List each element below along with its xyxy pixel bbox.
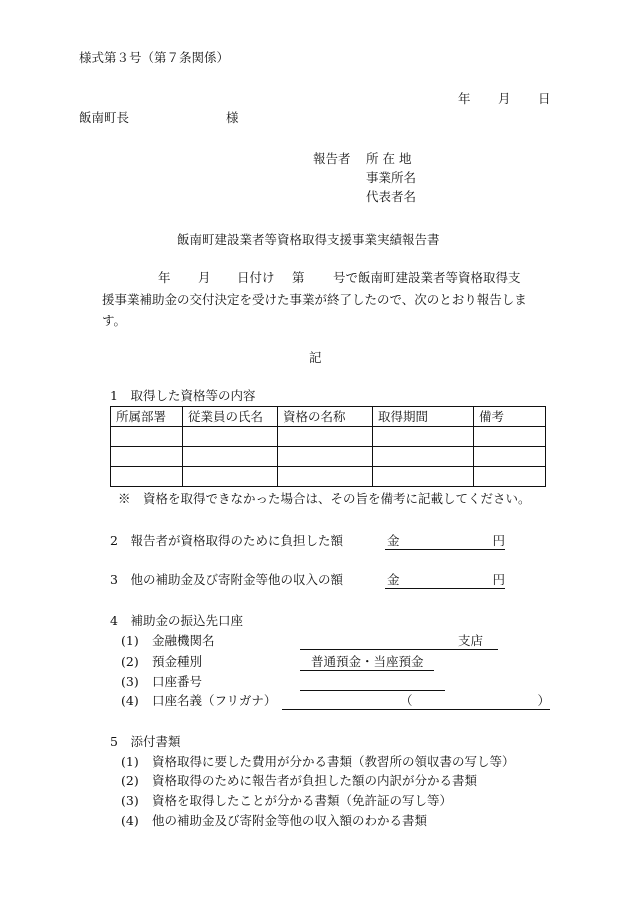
section3-yen: 円 <box>492 572 505 587</box>
reporter-company-label: 事業所名 <box>366 170 417 185</box>
table-cell[interactable] <box>474 447 546 467</box>
column-header: 資格の名称 <box>278 407 373 427</box>
table-header-row <box>111 407 546 427</box>
item-number: (4) <box>121 693 139 708</box>
table-cell[interactable] <box>111 427 183 447</box>
body-year: 年 <box>158 270 171 285</box>
table-row <box>111 427 546 447</box>
section2-heading: 2 報告者が資格取得のために負担した額 <box>110 533 343 548</box>
reporter-representative-label: 代表者名 <box>366 189 417 204</box>
deposit-type-field[interactable] <box>300 654 434 671</box>
body-month: 月 <box>198 270 211 285</box>
body-line2: 援事業補助金の交付決定を受けた事業が終了したので、次のとおり報告しま <box>102 292 527 307</box>
item-number: (3) <box>121 793 139 808</box>
reporter-address-label: 所 在 地 <box>366 151 412 166</box>
table-cell[interactable] <box>111 447 183 467</box>
table-cell[interactable] <box>278 467 373 487</box>
attachment-item: 他の補助金及び寄附金等他の収入額のわかる書類 <box>152 813 428 828</box>
table-cell[interactable] <box>278 447 373 467</box>
section4-heading: 4 補助金の振込先口座 <box>110 613 243 628</box>
body-day-label: 日付け <box>237 270 275 285</box>
section2-amount-field[interactable] <box>385 533 505 550</box>
account-number-field[interactable] <box>300 674 445 691</box>
section3-kin: 金 <box>387 572 400 587</box>
table-cell[interactable] <box>474 467 546 487</box>
attachment-item: 資格を取得したことが分かる書類（免許証の写し等） <box>152 793 453 808</box>
body-dai: 第 <box>292 270 305 285</box>
deposit-type-options: 普通預金・当座預金 <box>311 654 424 669</box>
item-number: (1) <box>121 754 139 769</box>
document-title: 飯南町建設業者等資格取得支援事業実績報告書 <box>177 232 440 247</box>
column-header: 取得期間 <box>373 407 474 427</box>
form-number: 様式第３号（第７条関係） <box>79 50 230 65</box>
attachment-item: 資格取得のために報告者が負担した額の内訳が分かる書類 <box>152 773 478 788</box>
bank-name-label: 金融機関名 <box>152 633 215 648</box>
table-cell[interactable] <box>183 467 278 487</box>
section2-kin: 金 <box>387 533 400 548</box>
column-header: 従業員の氏名 <box>183 407 278 427</box>
branch-label: 支店 <box>458 633 484 648</box>
item-number: (2) <box>121 773 139 788</box>
furigana-open-paren: （ <box>400 693 413 708</box>
section3-heading: 3 他の補助金及び寄附金等他の収入の額 <box>110 572 343 587</box>
date-year-label: 年 <box>458 91 471 106</box>
item-number: (3) <box>121 674 139 689</box>
table-cell[interactable] <box>373 427 474 447</box>
section5-heading: 5 添付書類 <box>110 734 181 749</box>
date-month-label: 月 <box>498 91 511 106</box>
body-line3: す。 <box>102 313 127 328</box>
table-cell[interactable] <box>373 447 474 467</box>
section2-yen: 円 <box>492 533 505 548</box>
table-note: ※ 資格を取得できなかった場合は、その旨を備考に記載してください。 <box>118 491 531 506</box>
table-cell[interactable] <box>111 467 183 487</box>
account-holder-field[interactable] <box>282 693 550 710</box>
date-day-label: 日 <box>538 91 551 106</box>
section3-amount-field[interactable] <box>385 572 505 589</box>
deposit-type-label: 預金種別 <box>152 654 203 669</box>
table-row <box>111 467 546 487</box>
item-number: (1) <box>121 633 139 648</box>
table-cell[interactable] <box>183 427 278 447</box>
ki-label: 記 <box>309 350 322 365</box>
furigana-close-paren: ） <box>537 693 550 708</box>
table-cell[interactable] <box>474 427 546 447</box>
item-number: (4) <box>121 813 139 828</box>
bank-name-field[interactable] <box>300 633 498 650</box>
table-cell[interactable] <box>373 467 474 487</box>
attachment-item: 資格取得に要した費用が分かる書類（教習所の領収書の写し等） <box>152 754 515 769</box>
column-header: 備考 <box>474 407 546 427</box>
qualification-table <box>110 406 546 487</box>
addressee-name: 飯南町長 <box>79 110 130 125</box>
account-holder-label: 口座名義（フリガナ） <box>152 693 277 708</box>
body-line1-text: 号で飯南町建設業者等資格取得支 <box>333 270 521 285</box>
item-number: (2) <box>121 654 139 669</box>
addressee-honorific: 様 <box>226 110 239 125</box>
table-cell[interactable] <box>278 427 373 447</box>
column-header: 所属部署 <box>111 407 183 427</box>
account-number-label: 口座番号 <box>152 674 203 689</box>
table-cell[interactable] <box>183 447 278 467</box>
table-row <box>111 447 546 467</box>
reporter-label: 報告者 <box>313 151 351 166</box>
section1-heading: 1 取得した資格等の内容 <box>110 388 256 403</box>
